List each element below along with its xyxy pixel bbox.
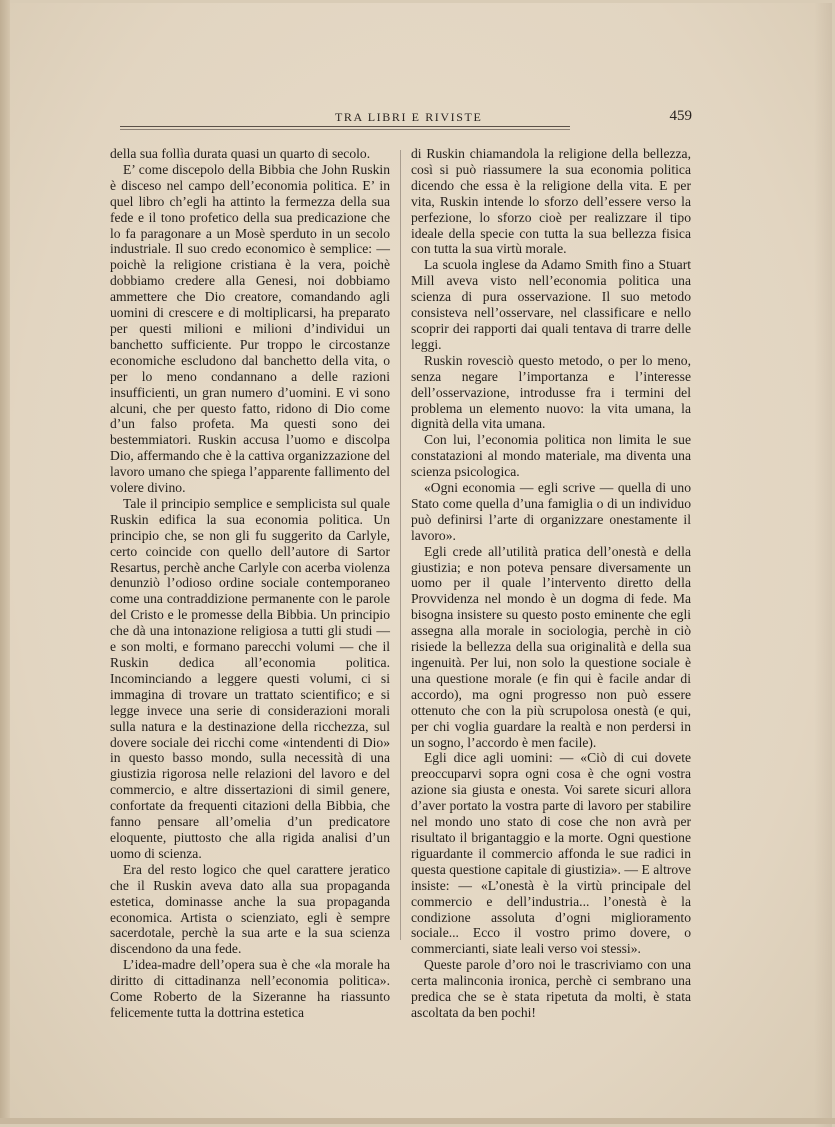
page-bottom-edge <box>0 1118 835 1124</box>
header-rule-secondary <box>120 129 570 130</box>
running-title: TRA LIBRI E RIVISTE <box>335 110 483 124</box>
paragraph: «Ogni economia — egli scrive — quella di uno Stato come quella d’una famiglia o di un individuo può definirsi l’arte di organizzare onestamente il lavoro». <box>411 480 691 543</box>
column-divider <box>400 150 401 940</box>
paragraph: di Ruskin chiamandola la religione della bellezza, così si può riassumere la sua economia politica dicendo che essa è la religione della vita. E per vita, Ruskin intende lo sforzo dell’essere verso la perfezione, lo sforzo cioè per realizzare il tipo ideale della specie con tutta la sua bellezza fisica con tutta la sua virtù morale. <box>411 146 691 257</box>
paragraph: Ruskin rovesciò questo metodo, o per lo meno, senza negare l’importanza e l’interesse dell’osservazione, introdusse fra i termini del problema un elemento nuovo: la vita umana, la dignità della vita umana. <box>411 352 691 432</box>
left-column <box>110 146 390 1021</box>
paragraph: L’idea-madre dell’opera sua è che «la morale ha diritto di cittadinanza nell’economia politica». Come Roberto de la Sizeranne ha riassunto felicemente tutta la dottrina estetica <box>110 957 390 1020</box>
page-number: 459 <box>669 108 692 124</box>
paragraph: Egli crede all’utilità pratica dell’onestà e della giustizia; e non poteva pensare diversamente un uomo per il quale l’intervento diretto della Provvidenza nel mondo è un dogma di fede. Ma bisogna insistere su questo posto eminente che egli assegna alla morale in sociologia, perchè in ciò risiede la bellezza della sua originalità e della sua ingenuità. Per lui, non solo la questione sociale è una questione morale (e fin qui è facile andar di accordo), ma ogni progresso non può essere ottenuto che con la più scrupolosa onestà (e qui, per chi voglia guardare la realtà e non perdersi in un sogno, l’accordo è men facile). <box>411 543 691 750</box>
paragraph: La scuola inglese da Adamo Smith fino a Stuart Mill aveva visto nell’economia politica una scienza di pura osservazione. Il suo metodo consisteva nell’osservare, nel classificare e nello scoprir dei rapporti dai quali tentava di trarre delle leggi. <box>411 257 691 352</box>
paragraph: Era del resto logico che quel carattere jeratico che il Ruskin aveva dato alla sua propaganda estetica, dominasse anche la sua propaganda economica. Artista o scienziato, egli è sempre sacerdotale, perchè la sua arte e la sua scienza discendono da una fede. <box>110 861 390 957</box>
paragraph: Egli dice agli uomini: — «Ciò di cui dovete preoccuparvi sopra ogni cosa è che ogni vostra azione sia giusta e onesta. Voi sarete sicuri allora d’aver portato la vostra parte di lavoro per stabilire nel mondo uno stato di cose che non avrà per risultato il brigantaggio e la morte. Ogni questione riguardante il commercio affonda le sue radici in questa questione capitale di giustizia». — E altrove insiste: — «L’onestà è la virtù principale del commercio e dell’industria... l’onestà è la condizione assoluta d’ogni miglioramento sociale... Ecco il vostro primo dovere, o commercianti, siate leali verso voi stessi». <box>411 750 691 957</box>
paragraph: Queste parole d’oro noi le trascriviamo con una certa malinconia ironica, perchè ci sembrano una predica che se è stata ripetuta da molti, è stata ascoltata da ben pochi! <box>411 957 691 1020</box>
paragraph: Tale il principio semplice e semplicista sul quale Ruskin edifica la sua economia politica. Un principio che, se non gli fu suggerito da Carlyle, certo coincide con quello dell’autore di Sartor Resartus, perchè anche Carlyle con acerba violenza denunziò l’odioso ordine sociale contemporaneo come una contraddizione permanente con le parole del Cristo e le promesse della Bibbia. Un principio che dà una intonazione religiosa a tutti gli studi — e son molti, e formano parecchi volumi — che il Ruskin dedica all’economia politica. Incominciando a leggere questi volumi, ci si immagina di trovare un trattato scientifico; e si legge invece una serie di considerazioni morali sulla natura e la destinazione della ricchezza, sul dovere sociale dei ricchi come «intendenti di Dio» in questo basso mondo, sulla necessità di una giustizia rigorosa nelle relazioni del lavoro e del commercio, e altre dissertazioni di simil genere, confortate da frequenti citazioni della Bibbia, che fanno pensare all’omelia d’un predicatore eloquente, piuttosto che alla rigida analisi d’un uomo di scienza. <box>110 495 390 861</box>
header-rule <box>120 126 570 127</box>
paragraph: E’ come discepolo della Bibbia che John Ruskin è disceso nel campo dell’economia politica. E’ in quel libro ch’egli ha attinto la fermezza della sua fede e il tono profetico della sua predicazione che lo fa paragonare a un Mosè sperduto in un secolo industriale. Il suo credo economico è semplice: — poichè la religione cristiana è la vera, poichè dobbiamo credere alla Genesi, noi dobbiamo ammettere che Dio creatore, comandando agli uomini di crescere e di moltiplicarsi, ha preparato per questi milioni e milioni d’individui un banchetto sufficiente. Pur troppo le circostanze economiche escludono dal banchetto della vita, o per lo meno condannano a delle razioni insufficienti, un gran numero d’uomini. E vi sono alcuni, che per questo fatto, ridono di Dio come d’un falso profeta. Ma questi sono dei bestemmiatori. Ruskin accusa l’uomo e discolpa Dio, affermando che è la cattiva organizzazione del lavoro umano che spiega l’apparente fallimento del volere divino. <box>110 161 390 496</box>
page-left-edge <box>0 0 10 1124</box>
paragraph: della sua follìa durata quasi un quarto di secolo. <box>110 146 371 161</box>
paragraph: Con lui, l’economia politica non limita le sue constatazioni al mondo materiale, ma diventa una scienza psicologica. <box>411 432 691 480</box>
page-header <box>120 110 692 132</box>
page-shadow <box>814 3 832 1127</box>
right-column <box>411 146 691 1021</box>
